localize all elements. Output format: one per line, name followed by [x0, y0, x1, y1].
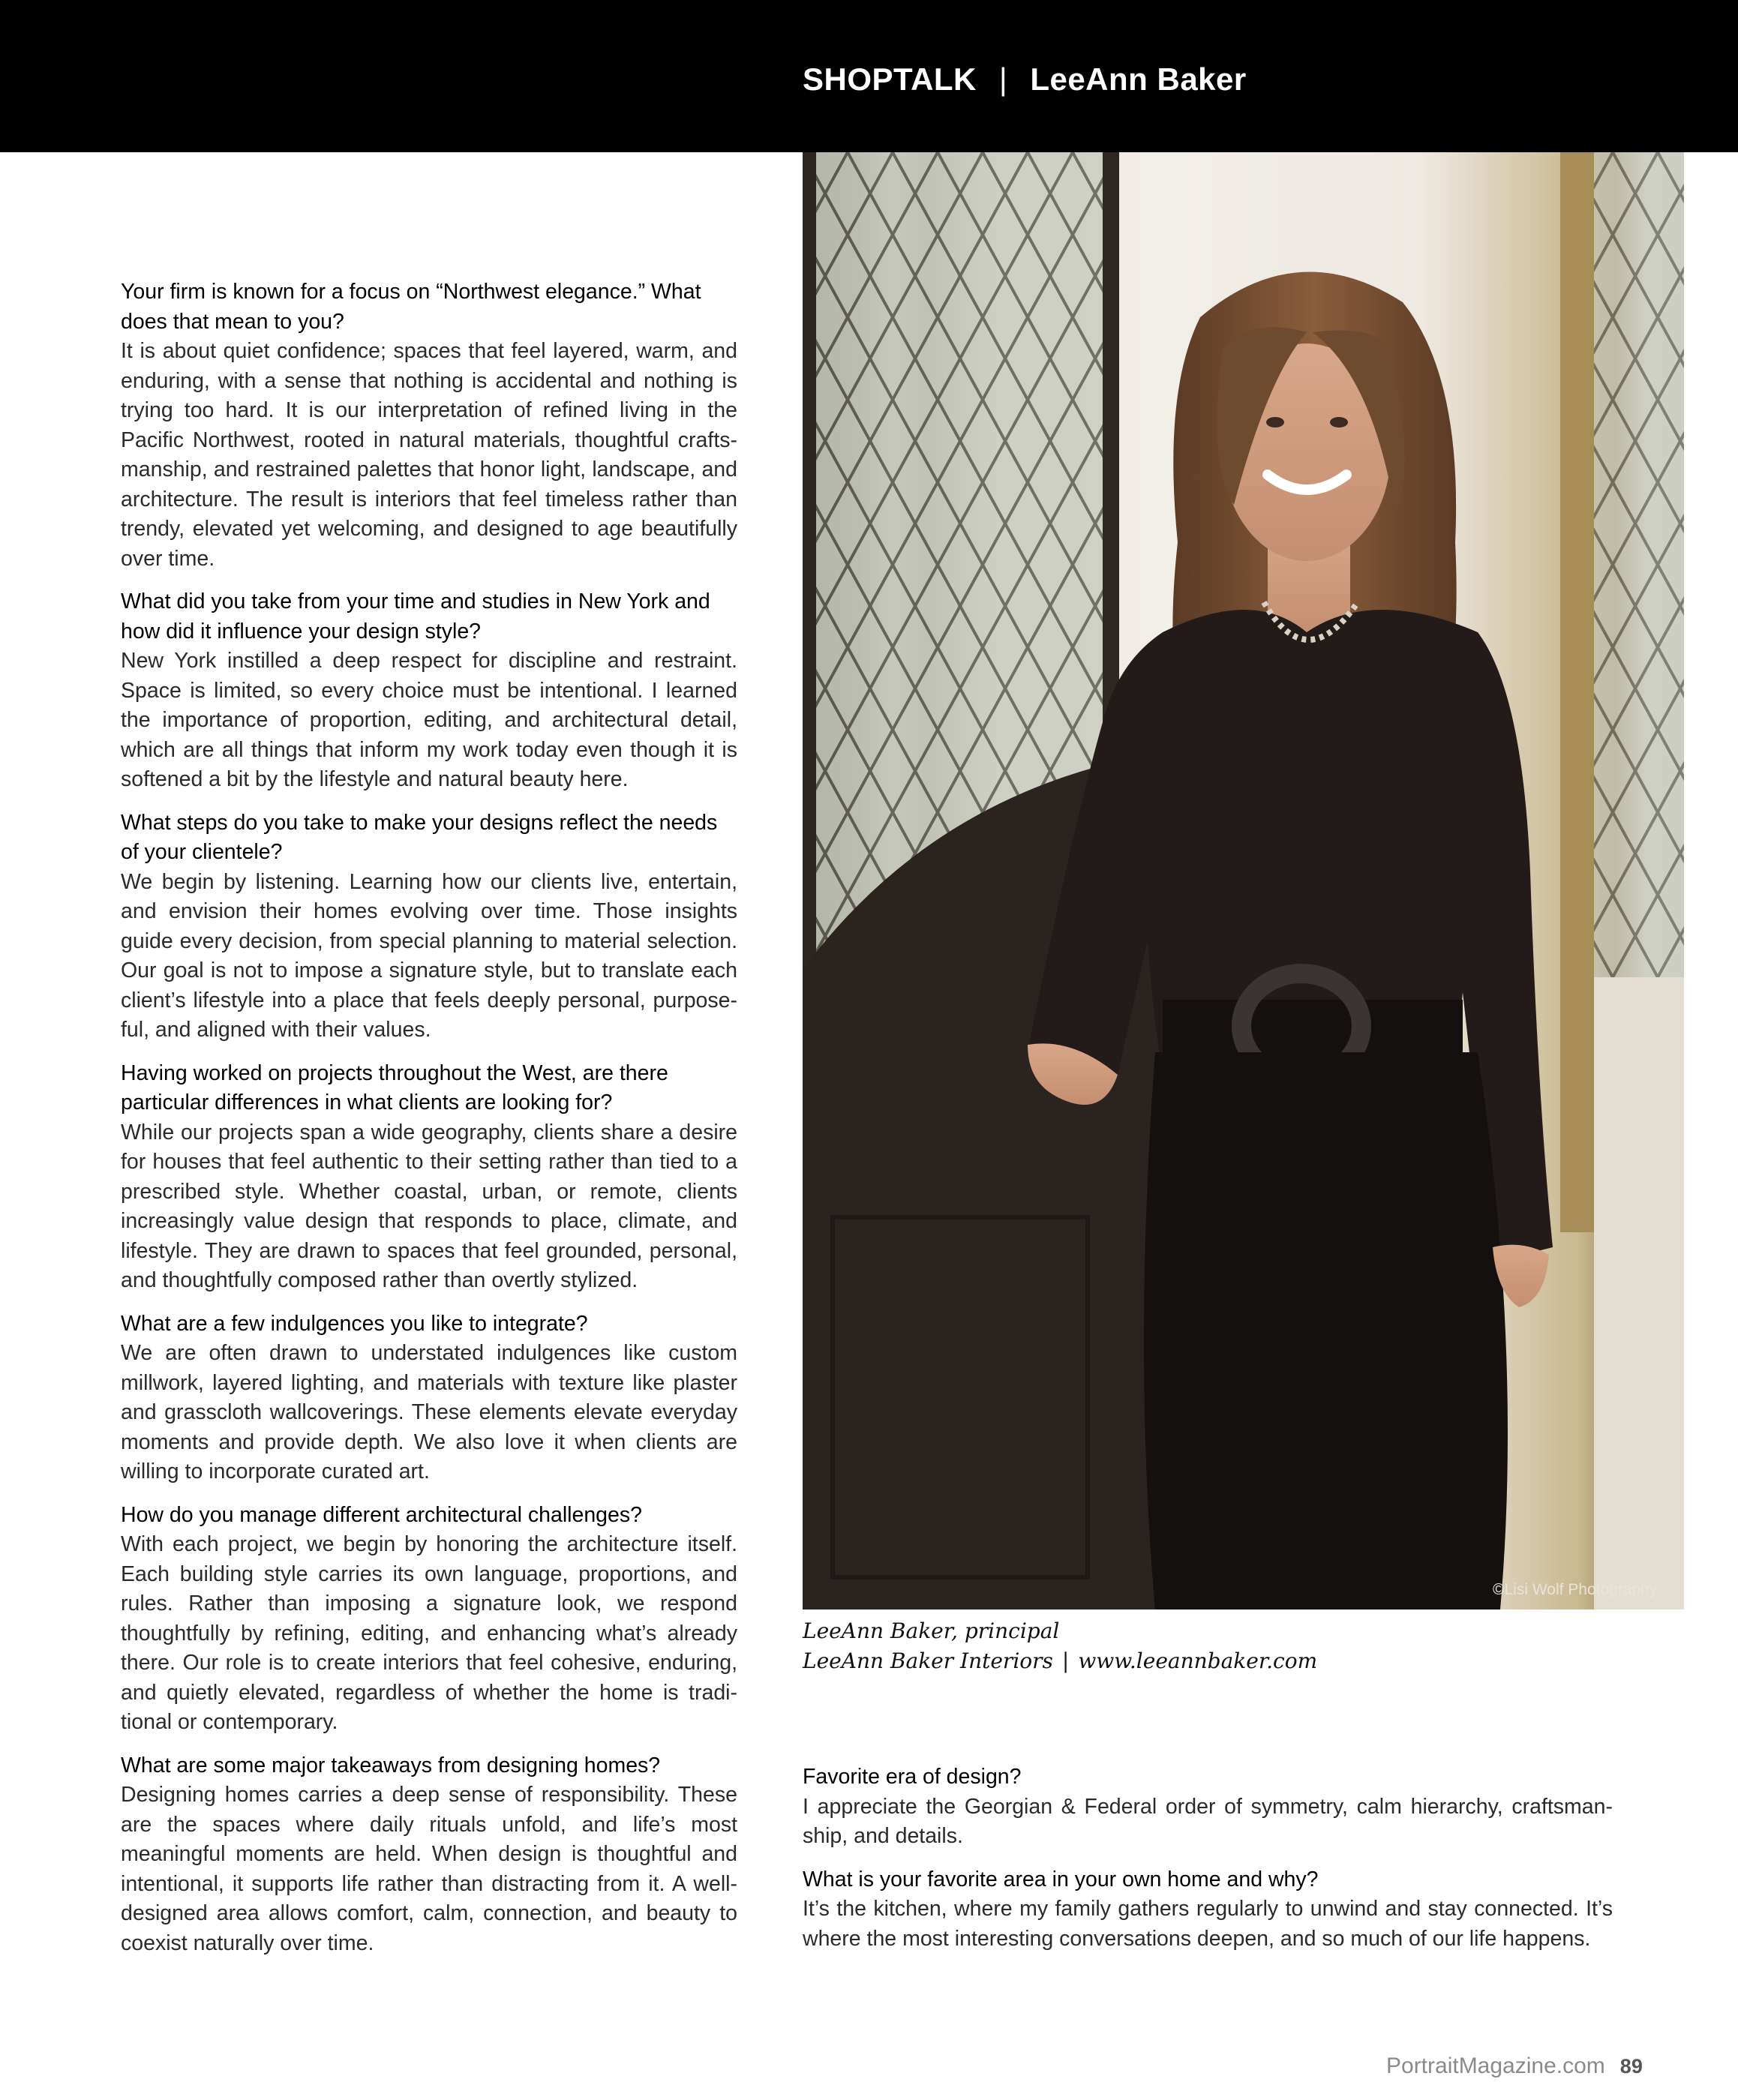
photo-caption [803, 1616, 1317, 1676]
portrait-illustration [803, 152, 1684, 1610]
question: Having worked on projects throughout the West, are there particular differences in what clients are looking for? [121, 1060, 668, 1114]
caption-line-1: LeeAnn Baker, principal [803, 1618, 1060, 1643]
qa-item [803, 1762, 1613, 1852]
portrait-photo [803, 152, 1684, 1610]
question: How do you manage different architectural challenges? [121, 1502, 642, 1527]
caption-line-2 [803, 1646, 1317, 1676]
answer: We begin by listening. Learning how our clients live, entertain, and envision their homes evolving over time. Those insights guide every decision, from special planning to material selection. Our goal is not to impose a signature style, but to translate each client’s lifestyle into a place that feels deeply personal, purposeful, and aligned with their values. [121, 869, 737, 1042]
question: What steps do you take to make your designs reflect the needs of your clientele? [121, 810, 718, 864]
answer: Designing homes carries a deep sense of responsibility. These are the spaces where daily rituals unfold, and life’s most meaningful moments are held. When design is thoughtful and intentional, it supports life rather than distracting from it. A well-designed area allows comfort, calm, connection, and beauty to coexist naturally over time. [121, 1783, 737, 1955]
page-header-title [803, 57, 1247, 102]
section-label: SHOPTALK [803, 62, 977, 97]
page-footer [1386, 2054, 1643, 2079]
qa-item [121, 1751, 737, 1959]
qa-item [121, 1059, 737, 1296]
qa-item [121, 808, 737, 1046]
interviewee-name: LeeAnn Baker [1030, 62, 1247, 97]
question: Your firm is known for a focus on “Northwest elegance.” What does that mean to you? [121, 280, 701, 334]
qa-item [121, 1310, 737, 1487]
qa-item [121, 278, 737, 574]
footer-site-link[interactable]: PortraitMagazine.com [1386, 2054, 1605, 2078]
answer: With each project, we begin by honoring the architecture itself. Each building style carries its own language, proportions, and rules. Rather than imposing a signature look, we respond thoughtfully by refining, editing, and enhancing what’s already there. Our role is to create interiors that feel cohesive, enduring, and quietly elevated, regardless of whether the home is traditional or contemporary. [121, 1532, 737, 1734]
caption-separator: | [1061, 1648, 1070, 1673]
answer: I appreciate the Georgian & Federal order of symmetry, calm hierarchy, craftsmanship, and details. [803, 1794, 1613, 1848]
caption-firm: LeeAnn Baker Interiors [803, 1648, 1053, 1673]
qa-item [121, 587, 737, 795]
question: What is your favorite area in your own home and why? [803, 1867, 1319, 1892]
header-separator: | [998, 62, 1008, 97]
question: What did you take from your time and studies in New York and how did it influence your design style? [121, 590, 710, 644]
answer: It is about quiet confidence; spaces that feel layered, warm, and enduring, with a sense that nothing is accidental and nothing is trying too hard. It is our interpretation of refined living in the Pacific Northwest, rooted in natural materials, thoughtful craftsmanship, and restrained palettes that honor light, landscape, and architecture. The result is interiors that feel timeless rather than trendy, elevated yet welcoming, and designed to age beautifully over time. [121, 339, 737, 571]
caption-website-link[interactable]: www.leeannbaker.com [1078, 1648, 1318, 1673]
question: Favorite era of design? [803, 1765, 1022, 1789]
qa-item [803, 1865, 1613, 1954]
answer: New York instilled a deep respect for discipline and restraint. Space is limited, so every choice must be intentional. I learned the importance of proportion, editing, and architectural detail, which are all things that inform my work today even though it is softened a bit by the lifestyle and natural beauty here. [121, 649, 737, 791]
question: What are some major takeaways from designing homes? [121, 1753, 661, 1778]
question: What are a few indulgences you like to integrate? [121, 1311, 588, 1336]
page-number: 89 [1619, 2055, 1643, 2078]
qa-item [121, 1501, 737, 1738]
right-interview-column [803, 1762, 1613, 1967]
answer: We are often drawn to understated indulgences like custom millwork, layered lighting, and materials with texture like plaster and grasscloth wallcoverings. These elements elevate everyday moments and provide depth. We also love it when clients are willing to incorporate curated art. [121, 1341, 737, 1484]
answer: While our projects span a wide geography, clients share a desire for houses that feel authentic to their setting rather than tied to a prescribed style. Whether coastal, urban, or remote, clients increasingly value design that responds to place, climate, and lifestyle. They are drawn to spaces that feel grounded, personal, and thoughtfully composed rather than overtly stylized. [121, 1120, 737, 1292]
left-interview-column [121, 278, 737, 1972]
answer: It’s the kitchen, where my family gathers regularly to unwind and stay connected. It’s where the most interesting conversations deepen, and so much of our life happens. [803, 1897, 1613, 1951]
photo-credit: ©Lisi Wolf Photography [1493, 1581, 1658, 1598]
